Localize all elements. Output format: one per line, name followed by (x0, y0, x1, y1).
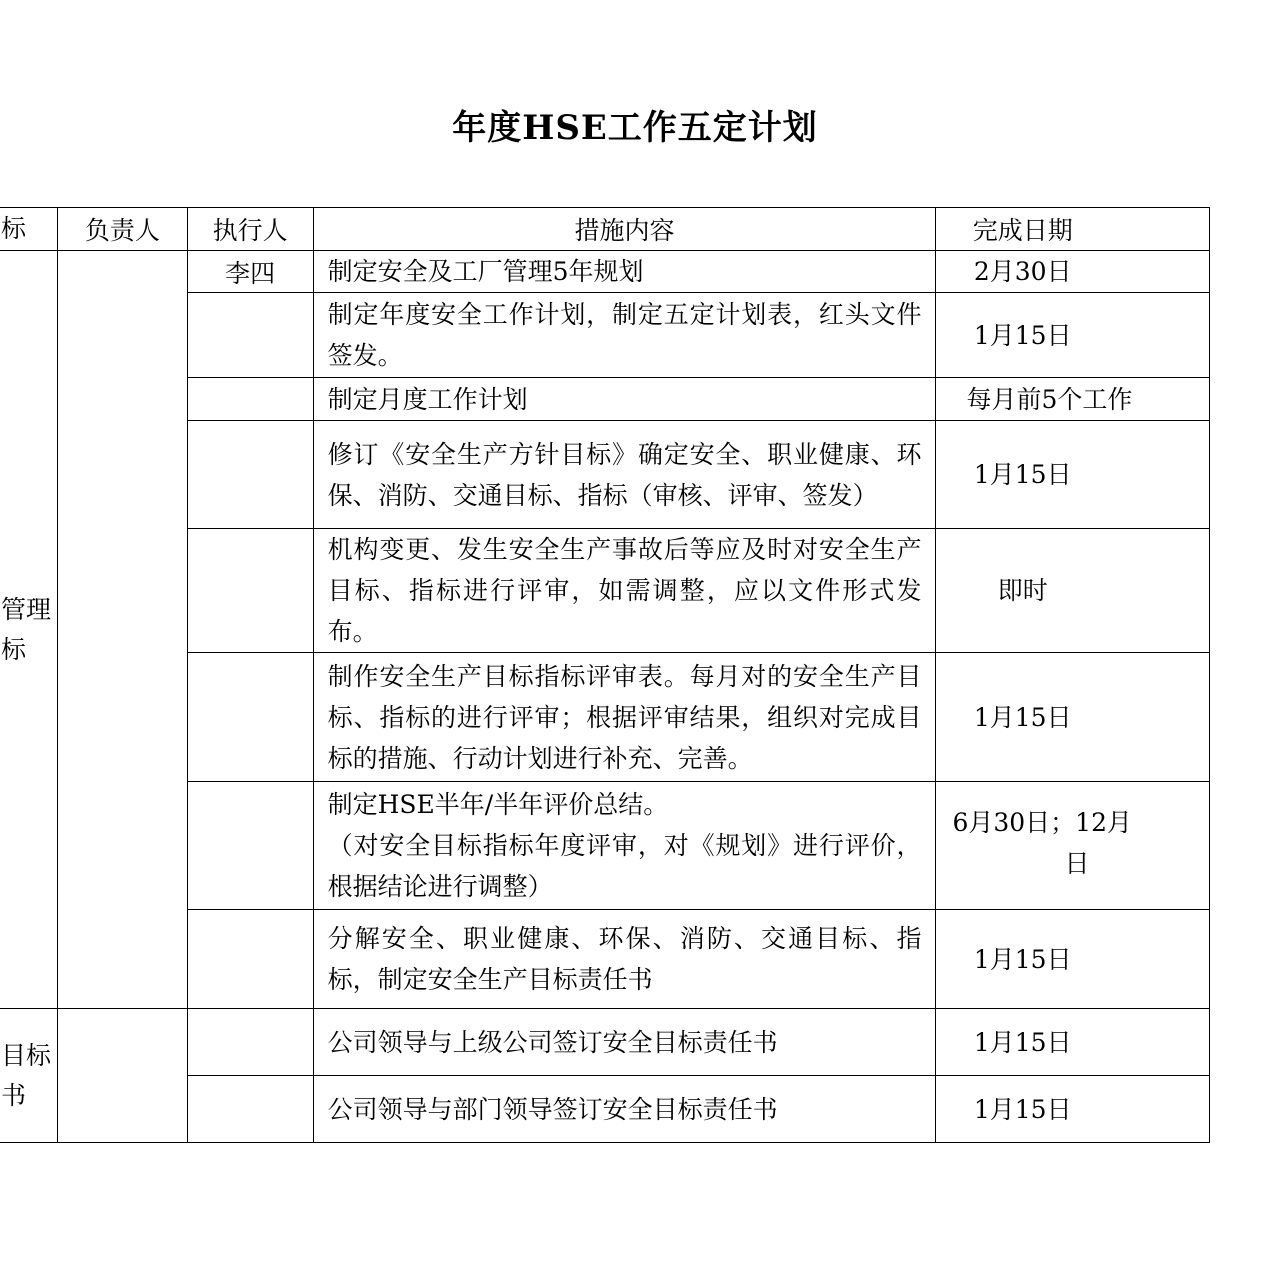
date-line: 6月30日；12月 (952, 808, 1132, 837)
measure-line: （对安全目标指标年度评审，对《规划》进行评价，根据结论进行调整） (327, 831, 922, 901)
category-line: 书 (1, 1080, 27, 1110)
header-executor: 执行人 (187, 208, 313, 251)
date-cell: 1月15日 (936, 1076, 1210, 1143)
executor-cell: 李四 (187, 251, 313, 293)
table-header-row (0, 208, 1210, 251)
measure-cell: 机构变更、发生安全生产事故后等应及时对安全生产目标、指标进行评审，如需调整，应以文件形式发布。 (313, 529, 936, 653)
date-cell: 每月前5个工作 (936, 378, 1210, 421)
header-measure: 措施内容 (313, 208, 936, 251)
executor-cell (187, 910, 313, 1009)
date-cell: 1月15日 (936, 293, 1210, 378)
header-date: 完成日期 (936, 208, 1210, 251)
executor-cell (187, 378, 313, 421)
executor-cell (187, 1076, 313, 1143)
measure-cell: 制定安全及工厂管理5年规划 (313, 251, 936, 293)
date-cell: 1月15日 (936, 1009, 1210, 1076)
measure-cell: 制定月度工作计划 (313, 378, 936, 421)
category-line: 目标 (1, 1040, 52, 1070)
date-cell: 1月15日 (936, 910, 1210, 1009)
executor-cell (187, 1009, 313, 1076)
executor-cell (187, 529, 313, 653)
date-line: 日 (1064, 849, 1090, 878)
measure-cell (313, 782, 936, 910)
executor-cell (187, 293, 313, 378)
measure-line: 制定HSE半年/半年评价总结。 (327, 790, 669, 819)
measure-cell: 公司领导与部门领导签订安全目标责任书 (313, 1076, 936, 1143)
measure-cell: 分解安全、职业健康、环保、消防、交通目标、指标，制定安全生产目标责任书 (313, 910, 936, 1009)
date-cell: 1月15日 (936, 421, 1210, 529)
owner-cell (58, 251, 188, 1009)
category-line: 管理 (1, 594, 52, 624)
category-cell (0, 1009, 58, 1143)
date-cell: 1月15日 (936, 653, 1210, 782)
table-row (0, 251, 1210, 293)
date-cell: 即时 (936, 529, 1210, 653)
table-row (0, 1009, 1210, 1076)
category-line: 标 (1, 634, 27, 664)
document-title: 年度HSE工作五定计划 (452, 108, 818, 148)
measure-cell: 制作安全生产目标指标评审表。每月对的安全生产目标、指标的进行评审；根据评审结果，组织对完成目标的措施、行动计划进行补充、完善。 (313, 653, 936, 782)
date-cell: 2月30日 (936, 251, 1210, 293)
measure-cell: 修订《安全生产方针目标》确定安全、职业健康、环保、消防、交通目标、指标（审核、评审、签发） (313, 421, 936, 529)
executor-cell (187, 653, 313, 782)
hse-plan-table (0, 207, 1210, 1143)
measure-cell: 制定年度安全工作计划，制定五定计划表，红头文件签发。 (313, 293, 936, 378)
category-cell (0, 251, 58, 1009)
header-owner: 负责人 (58, 208, 188, 251)
owner-cell (58, 1009, 188, 1143)
executor-cell (187, 782, 313, 910)
date-cell (936, 782, 1210, 910)
header-category: 标 (0, 208, 58, 251)
measure-cell: 公司领导与上级公司签订安全目标责任书 (313, 1009, 936, 1076)
executor-cell (187, 421, 313, 529)
